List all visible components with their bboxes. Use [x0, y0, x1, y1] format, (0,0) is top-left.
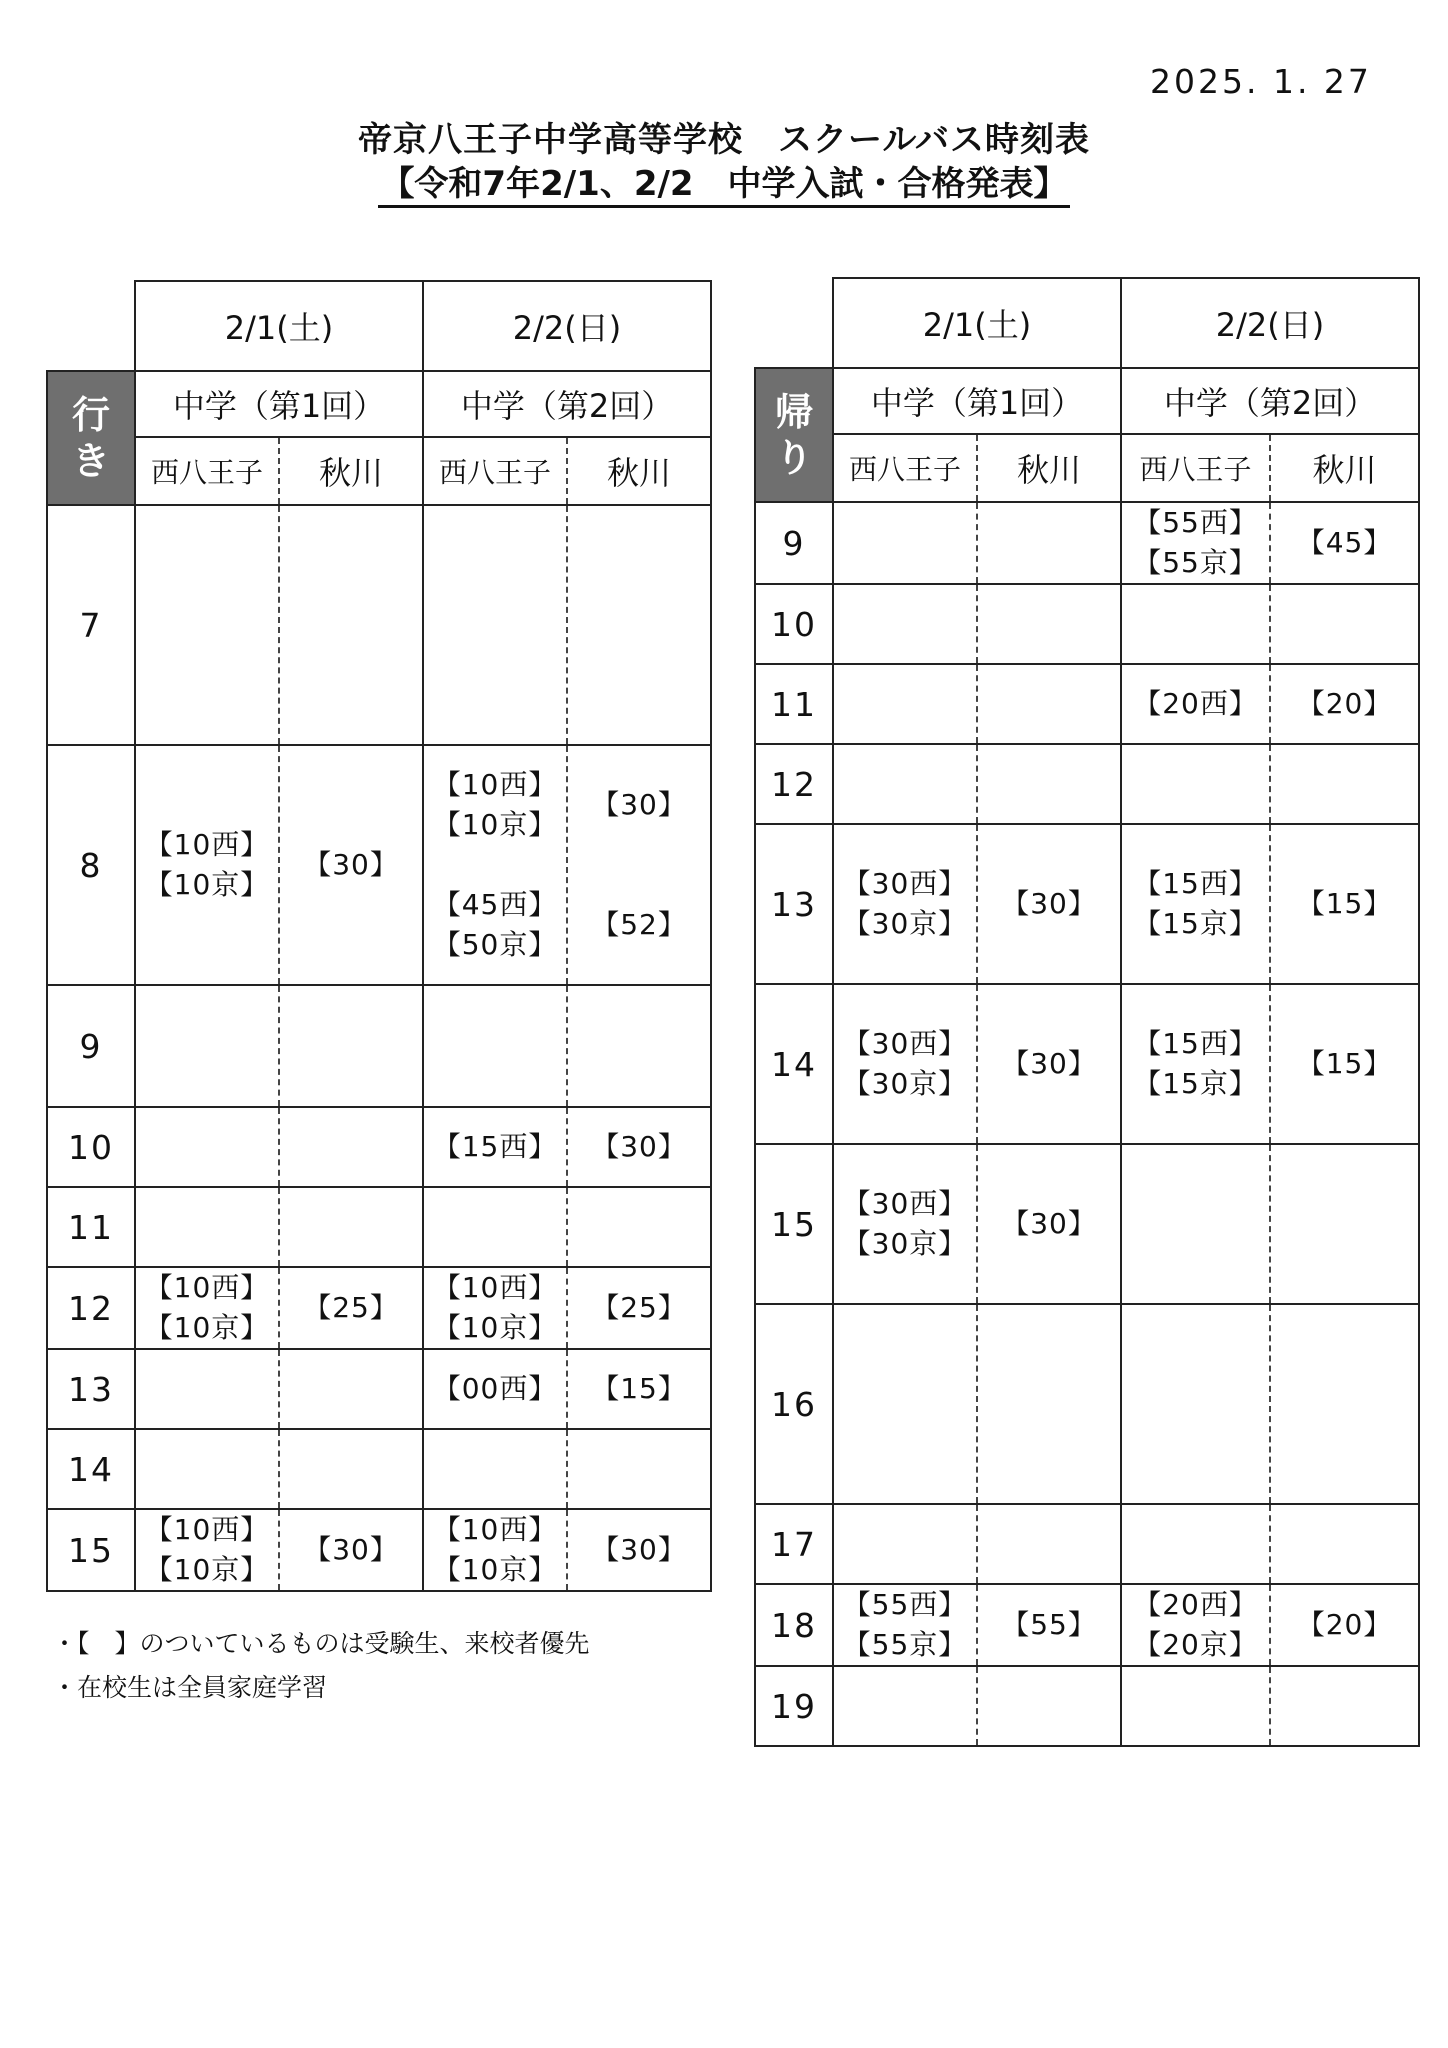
- hour-label: 11: [47, 1187, 135, 1267]
- return-row-hour-13: [755, 824, 1419, 984]
- departure-cell-d1-nishi: [833, 744, 977, 824]
- outbound-tab-label: [47, 371, 135, 505]
- return-row-hour-12: [755, 744, 1419, 824]
- day1-station-nishihachioji: 西八王子: [833, 434, 977, 502]
- departure-time: 【00西】: [432, 1372, 558, 1405]
- departure-time: 【55西】: [842, 1588, 968, 1621]
- day2-date-header: 2/2(日): [1121, 278, 1419, 368]
- departure-cell-d2-aki: [1270, 1144, 1419, 1304]
- departure-cell-d1-aki: [977, 1666, 1121, 1746]
- departure-cell-d2-aki: [567, 985, 711, 1107]
- departure-cell-d1-aki: [279, 1267, 423, 1349]
- departure-time: 【30】: [1001, 887, 1097, 920]
- departure-time: 【10西】: [432, 768, 558, 801]
- departure-cell-d2-aki: [1270, 744, 1419, 824]
- departure-cell-d2-nishi: [423, 1107, 567, 1187]
- departure-time: 【52】: [591, 908, 687, 941]
- departure-time: 【10西】: [432, 1271, 558, 1304]
- notes: [52, 1622, 590, 1710]
- departure-cell-d1-nishi: [833, 1666, 977, 1746]
- departure-cell-d1-aki: [977, 1304, 1121, 1504]
- return-timetable: [754, 277, 1420, 1747]
- departure-cell-d2-nishi: [423, 1267, 567, 1349]
- departure-time: 【10京】: [144, 868, 270, 901]
- departure-cell-d1-nishi: [135, 745, 279, 985]
- hour-label: 12: [47, 1267, 135, 1349]
- issue-date: 2025. 1. 27: [1150, 62, 1372, 101]
- departure-cell-d1-nishi: [833, 824, 977, 984]
- departure-cell-d1-aki: [279, 745, 423, 985]
- departure-time: 【20】: [1296, 1608, 1393, 1641]
- departure-cell-d2-nishi: [1121, 984, 1270, 1144]
- departure-time: 【30】: [1001, 1207, 1097, 1240]
- departure-cell-d1-nishi: [135, 1349, 279, 1429]
- departure-cell-d2-aki: [567, 1107, 711, 1187]
- departure-time: 【30西】: [842, 1027, 968, 1060]
- day1-station-akigawa: 秋川: [977, 434, 1121, 502]
- departure-cell-d2-nishi: [1121, 1504, 1270, 1584]
- departure-cell-d2-aki: [1270, 664, 1419, 744]
- departure-time: 【15】: [591, 1372, 687, 1405]
- departure-cell-d1-aki: [279, 1429, 423, 1509]
- departure-cell-d2-aki: [1270, 502, 1419, 584]
- departure-time: 【30】: [591, 1130, 687, 1163]
- departure-cell-d2-aki: [567, 505, 711, 745]
- departure-time: 【30京】: [842, 907, 968, 940]
- outbound-row-hour-9: [47, 985, 711, 1107]
- departure-cell-d1-nishi: [135, 1509, 279, 1591]
- day2-station-nishihachioji: 西八王子: [1121, 434, 1270, 502]
- departure-time: 【30】: [303, 1533, 399, 1566]
- outbound-row-hour-14: [47, 1429, 711, 1509]
- departure-time: 【15京】: [1133, 907, 1258, 940]
- departure-cell-d1-aki: [279, 505, 423, 745]
- departure-time: 【10京】: [432, 808, 558, 841]
- return-row-hour-18: [755, 1584, 1419, 1666]
- departure-cell-d1-nishi: [833, 1504, 977, 1584]
- departure-cell-d2-aki: [1270, 984, 1419, 1144]
- departure-cell-d2-aki: [1270, 584, 1419, 664]
- departure-cell-d1-nishi: [135, 1187, 279, 1267]
- departure-cell-d1-aki: [977, 1144, 1121, 1304]
- departure-cell-d1-nishi: [833, 502, 977, 584]
- hour-label: 15: [755, 1144, 833, 1304]
- departure-cell-d1-aki: [977, 824, 1121, 984]
- departure-cell-d1-nishi: [833, 1144, 977, 1304]
- return-row-hour-14: [755, 984, 1419, 1144]
- departure-cell-d2-aki: [567, 1267, 711, 1349]
- departure-cell-d1-aki: [279, 1349, 423, 1429]
- outbound-row-hour-13: [47, 1349, 711, 1429]
- departure-cell-d1-nishi: [833, 1584, 977, 1666]
- departure-cell-d1-nishi: [135, 1107, 279, 1187]
- departure-cell-d2-nishi: [423, 745, 567, 985]
- departure-cell-d2-nishi: [423, 1349, 567, 1429]
- departure-cell-d1-nishi: [833, 584, 977, 664]
- departure-cell-d2-nishi: [1121, 1304, 1270, 1504]
- page-subtitle: [0, 156, 1448, 205]
- departure-time: 【10京】: [144, 1311, 270, 1344]
- departure-cell-d2-aki: [567, 1349, 711, 1429]
- departure-time: 【15西】: [1133, 1027, 1258, 1060]
- departure-cell-d1-nishi: [833, 984, 977, 1144]
- departure-cell-d2-aki: [567, 1187, 711, 1267]
- departure-cell-d1-aki: [977, 502, 1121, 584]
- departure-time: 【10西】: [144, 1271, 270, 1304]
- departure-cell-d1-aki: [279, 1107, 423, 1187]
- departure-time: 【25】: [591, 1291, 687, 1324]
- departure-time: 【15西】: [432, 1130, 558, 1163]
- departure-cell-d1-aki: [977, 1584, 1121, 1666]
- departure-cell-d1-aki: [977, 584, 1121, 664]
- departure-cell-d2-nishi: [1121, 1144, 1270, 1304]
- hour-label: 18: [755, 1584, 833, 1666]
- blank-corner: [47, 281, 135, 371]
- departure-cell-d1-nishi: [833, 1304, 977, 1504]
- departure-cell-d2-nishi: [423, 505, 567, 745]
- departure-time: 【55西】: [1133, 506, 1258, 539]
- departure-time: [568, 865, 710, 905]
- hour-label: 9: [47, 985, 135, 1107]
- departure-time: 【20京】: [1133, 1628, 1258, 1661]
- departure-cell-d1-aki: [279, 1187, 423, 1267]
- outbound-row-hour-10: [47, 1107, 711, 1187]
- departure-time: 【30】: [591, 1533, 687, 1566]
- departure-cell-d2-aki: [567, 745, 711, 985]
- departure-time: 【55京】: [1133, 546, 1258, 579]
- departure-time: 【20西】: [1133, 1588, 1258, 1621]
- return-tab-label: [755, 368, 833, 502]
- departure-cell-d2-aki: [1270, 1304, 1419, 1504]
- departure-cell-d2-nishi: [1121, 1666, 1270, 1746]
- tab-label-text: 帰 り: [774, 390, 813, 480]
- day1-station-akigawa: 秋川: [279, 437, 423, 505]
- page-title: 帝京八王子中学高等学校 スクールバス時刻表: [358, 120, 1090, 160]
- return-row-hour-10: [755, 584, 1419, 664]
- hour-label: 17: [755, 1504, 833, 1584]
- outbound-row-hour-15: [47, 1509, 711, 1591]
- day1-group-header: 中学（第1回）: [833, 368, 1121, 434]
- departure-cell-d2-nishi: [423, 1509, 567, 1591]
- departure-cell-d1-aki: [977, 664, 1121, 744]
- day2-station-akigawa: 秋川: [1270, 434, 1419, 502]
- departure-time: 【15】: [1296, 1047, 1393, 1080]
- departure-cell-d1-nishi: [135, 505, 279, 745]
- departure-cell-d2-aki: [1270, 1504, 1419, 1584]
- departure-time: 【10京】: [144, 1553, 270, 1586]
- departure-time: 【25】: [303, 1291, 399, 1324]
- departure-cell-d1-nishi: [135, 985, 279, 1107]
- departure-time: 【45】: [1296, 526, 1393, 559]
- departure-cell-d2-aki: [1270, 1584, 1419, 1666]
- day2-station-nishihachioji: 西八王子: [423, 437, 567, 505]
- departure-cell-d1-nishi: [135, 1429, 279, 1509]
- departure-time: 【15西】: [1133, 867, 1258, 900]
- departure-time: 【30】: [591, 788, 687, 821]
- day2-group-header: 中学（第2回）: [423, 371, 711, 437]
- departure-time: [424, 845, 566, 885]
- note-priority: ・【 】のついているものは受験生、来校者優先: [52, 1629, 590, 1658]
- return-row-hour-19: [755, 1666, 1419, 1746]
- departure-time: 【30】: [303, 848, 399, 881]
- departure-cell-d2-aki: [1270, 1666, 1419, 1746]
- departure-time: 【30西】: [842, 1187, 968, 1220]
- departure-cell-d1-aki: [977, 744, 1121, 824]
- hour-label: 15: [47, 1509, 135, 1591]
- departure-time: 【10西】: [144, 1513, 270, 1546]
- departure-cell-d1-aki: [279, 1509, 423, 1591]
- departure-time: [568, 825, 710, 865]
- hour-label: 10: [47, 1107, 135, 1187]
- day1-station-nishihachioji: 西八王子: [135, 437, 279, 505]
- departure-cell-d2-nishi: [423, 985, 567, 1107]
- departure-cell-d2-nishi: [423, 1187, 567, 1267]
- hour-label: 8: [47, 745, 135, 985]
- subtitle-text: 【令和7年2/1、2/2 中学入試・合格発表】: [378, 164, 1069, 208]
- departure-time: 【10京】: [432, 1553, 558, 1586]
- hour-label: 11: [755, 664, 833, 744]
- departure-cell-d2-nishi: [1121, 584, 1270, 664]
- tab-label-text: 行 き: [71, 393, 110, 483]
- departure-cell-d1-aki: [279, 985, 423, 1107]
- departure-time: 【50京】: [432, 928, 558, 961]
- outbound-row-hour-7: [47, 505, 711, 745]
- departure-cell-d1-aki: [977, 1504, 1121, 1584]
- hour-label: 16: [755, 1304, 833, 1504]
- day2-date-header: 2/2(日): [423, 281, 711, 371]
- departure-cell-d2-nishi: [1121, 744, 1270, 824]
- departure-time: 【10西】: [432, 1513, 558, 1546]
- return-row-hour-17: [755, 1504, 1419, 1584]
- return-row-hour-11: [755, 664, 1419, 744]
- departure-cell-d2-nishi: [1121, 824, 1270, 984]
- departure-cell-d2-nishi: [1121, 1584, 1270, 1666]
- departure-time: 【15】: [1296, 887, 1393, 920]
- departure-time: 【10西】: [144, 828, 270, 861]
- hour-label: 14: [47, 1429, 135, 1509]
- hour-label: 14: [755, 984, 833, 1144]
- departure-cell-d1-aki: [977, 984, 1121, 1144]
- day2-station-akigawa: 秋川: [567, 437, 711, 505]
- outbound-row-hour-12: [47, 1267, 711, 1349]
- blank-corner: [755, 278, 833, 368]
- day2-group-header: 中学（第2回）: [1121, 368, 1419, 434]
- outbound-row-hour-11: [47, 1187, 711, 1267]
- outbound-row-hour-8: [47, 745, 711, 985]
- outbound-timetable: [46, 280, 712, 1592]
- departure-time: 【10京】: [432, 1311, 558, 1344]
- day1-date-header: 2/1(土): [135, 281, 423, 371]
- departure-time: 【15京】: [1133, 1067, 1258, 1100]
- hour-label: 10: [755, 584, 833, 664]
- departure-time: 【55】: [1001, 1608, 1097, 1641]
- return-row-hour-15: [755, 1144, 1419, 1304]
- departure-cell-d1-nishi: [833, 664, 977, 744]
- hour-label: 12: [755, 744, 833, 824]
- return-row-hour-16: [755, 1304, 1419, 1504]
- note-students: ・在校生は全員家庭学習: [52, 1673, 328, 1702]
- hour-label: 9: [755, 502, 833, 584]
- departure-time: 【45西】: [432, 888, 558, 921]
- hour-label: 19: [755, 1666, 833, 1746]
- hour-label: 13: [47, 1349, 135, 1429]
- hour-label: 13: [755, 824, 833, 984]
- departure-time: 【30京】: [842, 1227, 968, 1260]
- departure-time: 【55京】: [842, 1628, 968, 1661]
- departure-cell-d1-nishi: [135, 1267, 279, 1349]
- return-row-hour-9: [755, 502, 1419, 584]
- departure-cell-d2-aki: [567, 1509, 711, 1591]
- departure-time: 【20西】: [1133, 687, 1258, 720]
- hour-label: 7: [47, 505, 135, 745]
- day1-group-header: 中学（第1回）: [135, 371, 423, 437]
- day1-date-header: 2/1(土): [833, 278, 1121, 368]
- departure-cell-d2-nishi: [423, 1429, 567, 1509]
- departure-cell-d2-nishi: [1121, 502, 1270, 584]
- departure-time: 【30】: [1001, 1047, 1097, 1080]
- departure-time: 【30京】: [842, 1067, 968, 1100]
- departure-time: 【20】: [1296, 687, 1393, 720]
- departure-cell-d2-nishi: [1121, 664, 1270, 744]
- departure-cell-d2-aki: [1270, 824, 1419, 984]
- departure-time: 【30西】: [842, 867, 968, 900]
- departure-cell-d2-aki: [567, 1429, 711, 1509]
